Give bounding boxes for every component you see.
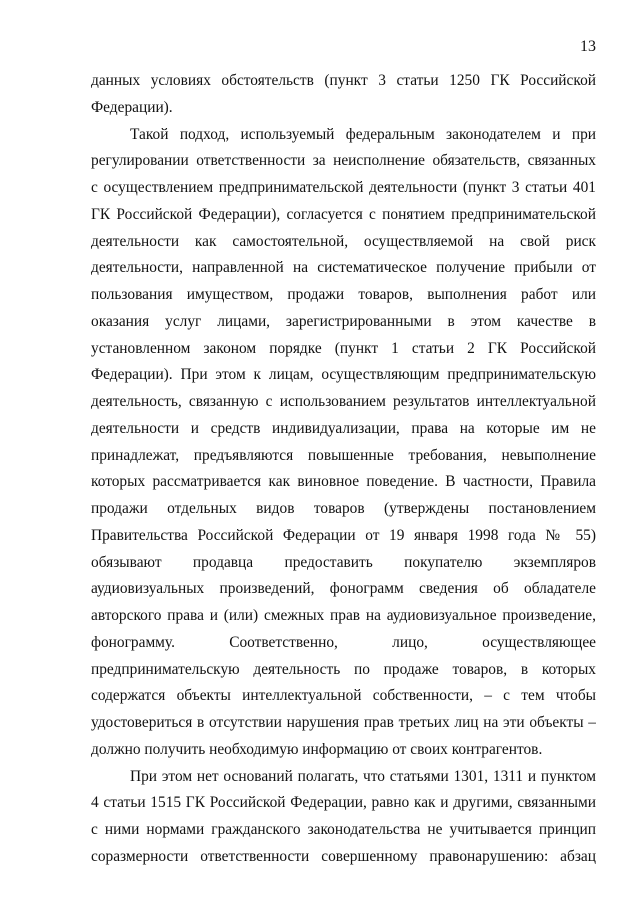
text-line: соразмерности ответственности совершенному правонарушению: абзац xyxy=(91,847,596,865)
text-line: которых рассматривается как виновное поведение. В частности, Правила xyxy=(91,473,596,491)
text-line: 4 статьи 1515 ГК Российской Федерации, равно как и другими, связанными xyxy=(91,794,596,812)
text-line: продажи отдельных видов товаров (утверждены постановлением xyxy=(91,500,596,517)
text-line: Правительства Российской Федерации от 19 января 1998 года № 55) xyxy=(91,526,596,544)
text-line: деятельности, направленной на систематическое получение прибыли от xyxy=(91,259,596,277)
text-line: деятельность, связанную с использованием результатов интеллектуальной xyxy=(91,393,596,410)
paragraph-1 xyxy=(91,68,596,122)
text-line: должно получить необходимую информацию от своих контрагентов. xyxy=(91,740,543,758)
text-line: Такой подход, используемый федеральным законодателем и при xyxy=(130,125,596,143)
text-line: Федерации). xyxy=(91,98,173,116)
document-body xyxy=(91,68,596,871)
text-line: ГК Российской Федерации), согласуется с понятием предпринимательской xyxy=(91,205,596,223)
text-line: авторского права и (или) смежных прав на аудиовизуальное произведение, xyxy=(91,607,596,624)
text-line: с ними нормами гражданского законодательства не учитывается принцип xyxy=(91,821,596,838)
text-line: принадлежат, предъявляются повышенные требования, невыполнение xyxy=(91,446,596,464)
text-line: обязывают продавца предоставить покупателю экземпляров xyxy=(91,553,596,571)
text-line: аудиовизуальных произведений, фонограмм сведения об обладателе xyxy=(91,580,596,598)
page-number: 13 xyxy=(580,38,596,55)
paragraph-2 xyxy=(91,122,596,764)
text-line: деятельности и средств индивидуализации, права на которые им не xyxy=(91,419,596,437)
text-line: фонограмму. Соответственно, лицо, осуществляющее xyxy=(91,633,596,651)
text-line: данных условиях обстоятельств (пункт 3 статьи 1250 ГК Российской xyxy=(91,72,596,89)
text-line: удостовериться в отсутствии нарушения прав третьих лиц на эти объекты – xyxy=(91,714,596,731)
text-line: установленном законом порядке (пункт 1 статьи 2 ГК Российской xyxy=(91,339,596,357)
text-line: При этом нет оснований полагать, что статьями 1301, 1311 и пунктом xyxy=(130,767,596,785)
text-line: Федерации). При этом к лицам, осуществляющим предпринимательскую xyxy=(91,366,596,384)
text-line: регулировании ответственности за неисполнение обязательств, связанных xyxy=(91,152,596,170)
paragraph-3 xyxy=(91,764,596,871)
text-line: с осуществлением предпринимательской деятельности (пункт 3 статьи 401 xyxy=(91,179,596,196)
text-line: предпринимательскую деятельность по продаже товаров, в которых xyxy=(91,660,596,678)
text-line: пользования имуществом, продажи товаров, выполнения работ или xyxy=(91,286,596,303)
text-line: содержатся объекты интеллектуальной собственности, – с тем чтобы xyxy=(91,687,596,705)
text-line: деятельности как самостоятельной, осуществляемой на свой риск xyxy=(91,232,596,250)
text-line: оказания услуг лицами, зарегистрированными в этом качестве в xyxy=(91,312,596,330)
